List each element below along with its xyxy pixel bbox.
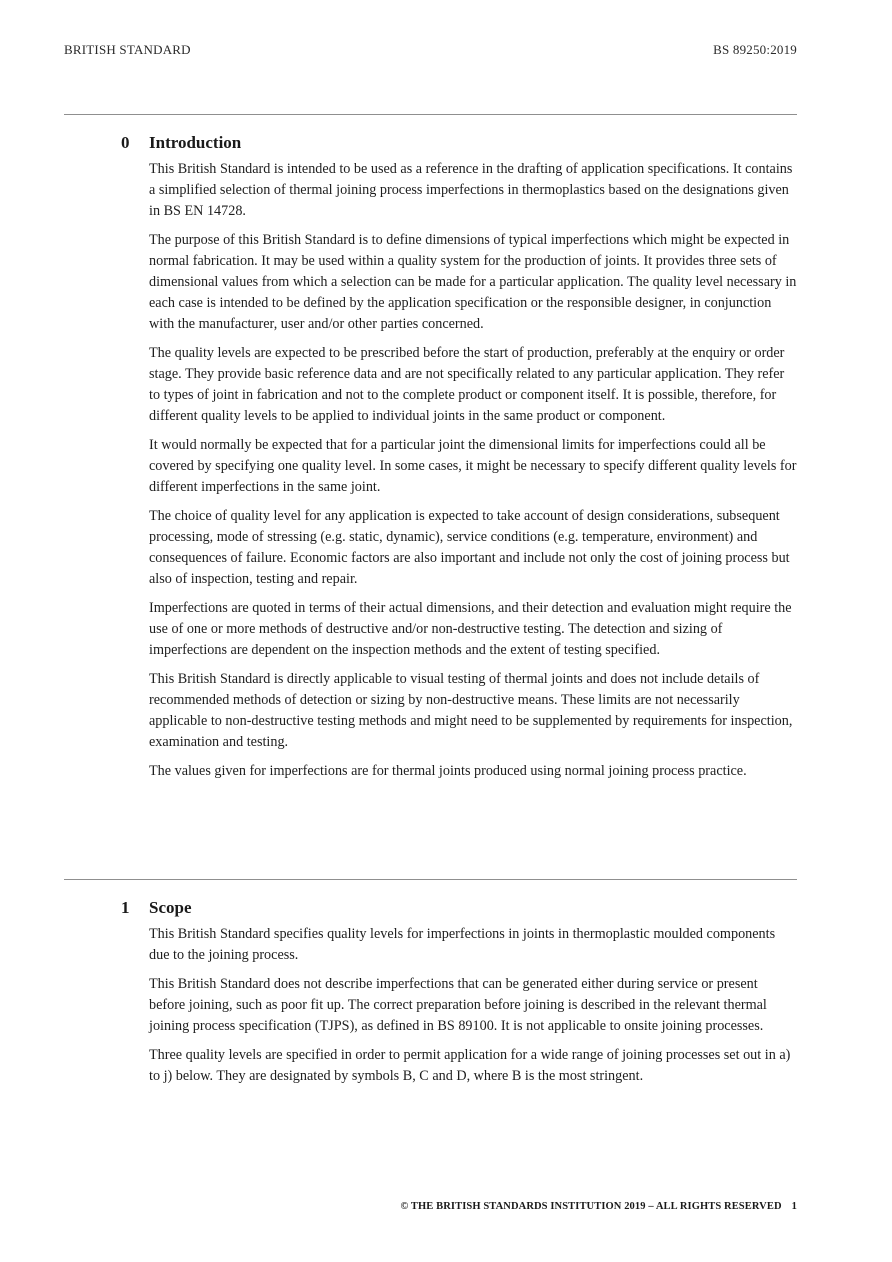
running-header: [64, 42, 797, 60]
header-standard-label: BRITISH STANDARD: [64, 42, 191, 57]
paragraph: The purpose of this British Standard is to define dimensions of typical imperfections which might be expected in normal fabrication. It may be used within a quality system for the production of joints. It provides three sets of dimensional values from which a selection can be made for a particular application. The quality level necessary in each case is intended to be defined by the application specification or the responsible designer, in conjunction with the manufacturer, user and/or other parties concerned.: [149, 232, 797, 332]
header-standard-number: BS 89250:2019: [713, 42, 797, 57]
section-introduction: [64, 133, 797, 790]
copyright-notice: © THE BRITISH STANDARDS INSTITUTION 2019 – ALL RIGHTS RESERVED: [400, 1201, 782, 1212]
paragraph: Imperfections are quoted in terms of their actual dimensions, and their detection and evaluation might require the use of one or more methods of destructive and/or non-destructive testing. The detection and sizing of imperfections are dependent on the inspection methods and the extent of testing specified.: [149, 600, 792, 658]
top-divider: [64, 114, 797, 115]
section-title: Introduction: [149, 133, 242, 152]
section-heading: [64, 133, 797, 159]
page-number: 1: [791, 1201, 797, 1212]
section-title: Scope: [149, 898, 192, 917]
paragraph: The values given for imperfections are for thermal joints produced using normal joining process practice.: [149, 763, 747, 779]
paragraph: This British Standard is intended to be used as a reference in the drafting of application specifications. It contains a simplified selection of thermal joining process imperfections in thermoplastics based on the designations given in BS EN 14728.: [149, 161, 793, 219]
section-number: 1: [121, 898, 130, 917]
section-number: 0: [121, 133, 130, 152]
paragraph: The quality levels are expected to be prescribed before the start of production, preferably at the enquiry or order stage. They provide basic reference data and are not specifically related to any particular application. They refer to types of joint in fabrication and not to the complete product or component itself. It is possible, therefore, for different quality levels to be applied to individual joints in the same product or component.: [149, 345, 785, 424]
section-heading: [64, 898, 797, 924]
section-divider: [64, 879, 797, 880]
section-scope: [64, 898, 797, 1095]
paragraph: The choice of quality level for any application is expected to take account of design considerations, subsequent processing, mode of stressing (e.g. static, dynamic), service conditions (e.g. temperature, environment) and consequences of failure. Economic factors are also important and include not only the cost of joining process but also of inspection, testing and repair.: [149, 508, 790, 587]
page-footer: [400, 1201, 797, 1212]
paragraph: This British Standard specifies quality levels for imperfections in joints in thermoplastic moulded components due to the joining process.: [149, 926, 776, 963]
paragraph: It would normally be expected that for a particular joint the dimensional limits for imperfections could all be covered by specifying one quality level. In some cases, it might be necessary to specify different quality levels for different imperfections in the same joint.: [149, 437, 797, 495]
paragraph: This British Standard is directly applicable to visual testing of thermal joints and does not include details of recommended methods of detection or sizing by non-destructive means. These limits are not necessarily applicable to non-destructive testing methods and might need to be supplemented by requirements for inspection, examination and testing.: [149, 671, 793, 750]
paragraph: Three quality levels are specified in order to permit application for a wide range of joining processes set out in a) to j) below. They are designated by symbols B, C and D, where B is the most stringent.: [149, 1047, 791, 1084]
paragraph: This British Standard does not describe imperfections that can be generated either during service or present before joining, such as poor fit up. The correct preparation before joining is described in the relevant thermal joining process specification (TJPS), as defined in BS 89100. It is not applicable to onsite joining processes.: [149, 976, 767, 1034]
